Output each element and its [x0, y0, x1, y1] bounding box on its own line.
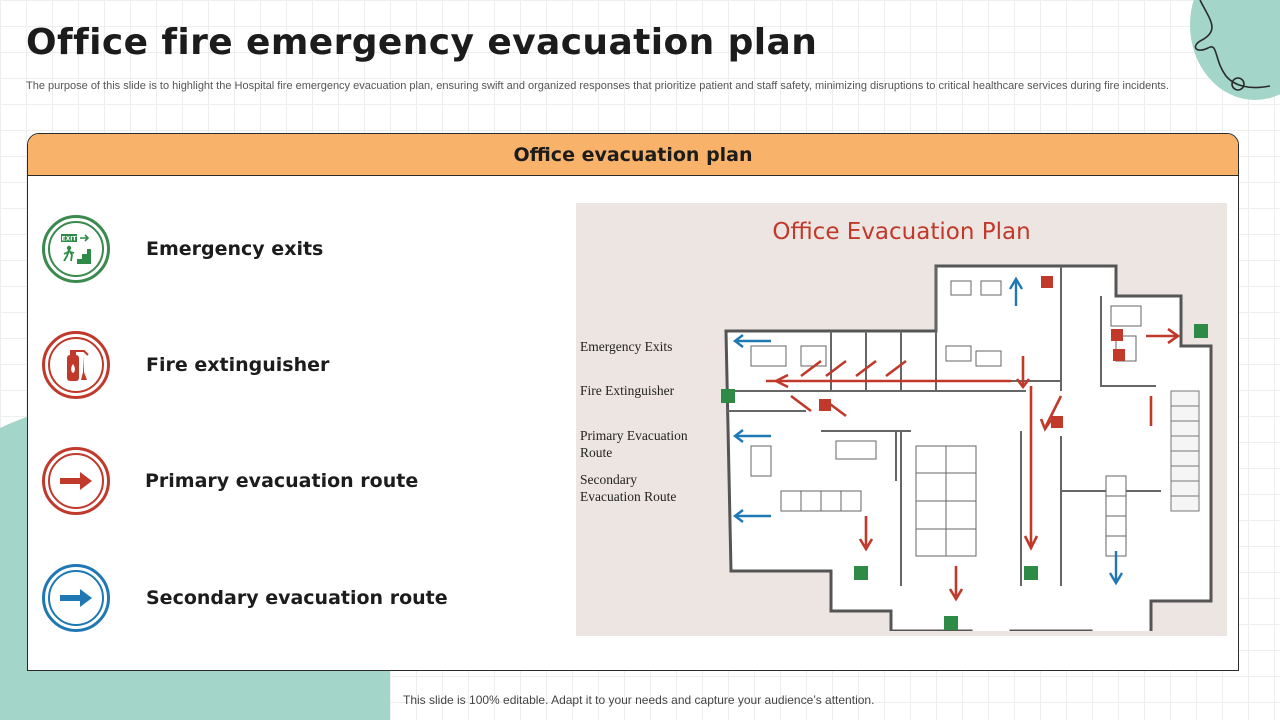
decorative-swirl [1190, 0, 1280, 100]
blue-arrow-icon [42, 564, 110, 632]
legend-item-primary-route [42, 446, 418, 516]
evacuation-map [576, 203, 1227, 636]
fire-extinguisher-icon [42, 331, 110, 399]
map-title: Office Evacuation Plan [772, 219, 1031, 245]
map-legend-primary: Primary Evacuation Route [580, 428, 688, 460]
slide-subtitle: The purpose of this slide is to highlight the Hospital fire emergency evacuation plan, ensuring swift and organized responses that prioritize patient and staff safety, minimizing disruptions to critical healthcare services during fire incidents. [26, 80, 1169, 92]
panel-header: Office evacuation plan [28, 134, 1238, 176]
red-arrow-icon [42, 447, 110, 515]
legend-label: Primary evacuation route [145, 470, 419, 492]
evacuation-panel [27, 133, 1239, 671]
slide-title: Office fire emergency evacuation plan [26, 22, 818, 63]
floor-plan [721, 261, 1221, 631]
map-legend-exits: Emergency Exits [580, 339, 673, 354]
map-legend-secondary: Secondary Evacuation Route [580, 472, 677, 504]
legend-item-fire-extinguisher [42, 330, 329, 400]
emergency-exit-icon [42, 215, 110, 283]
svg-text:EXIT: EXIT [61, 235, 77, 243]
map-legend-extinguisher: Fire Extinguisher [580, 383, 675, 398]
legend-item-secondary-route [42, 563, 448, 633]
legend-item-emergency-exits [42, 214, 323, 284]
legend-label: Secondary evacuation route [146, 587, 448, 609]
legend-label: Fire extinguisher [146, 354, 330, 376]
slide-footer: This slide is 100% editable. Adapt it to your needs and capture your audience’s attention. [403, 693, 875, 707]
legend-label: Emergency exits [146, 238, 324, 260]
